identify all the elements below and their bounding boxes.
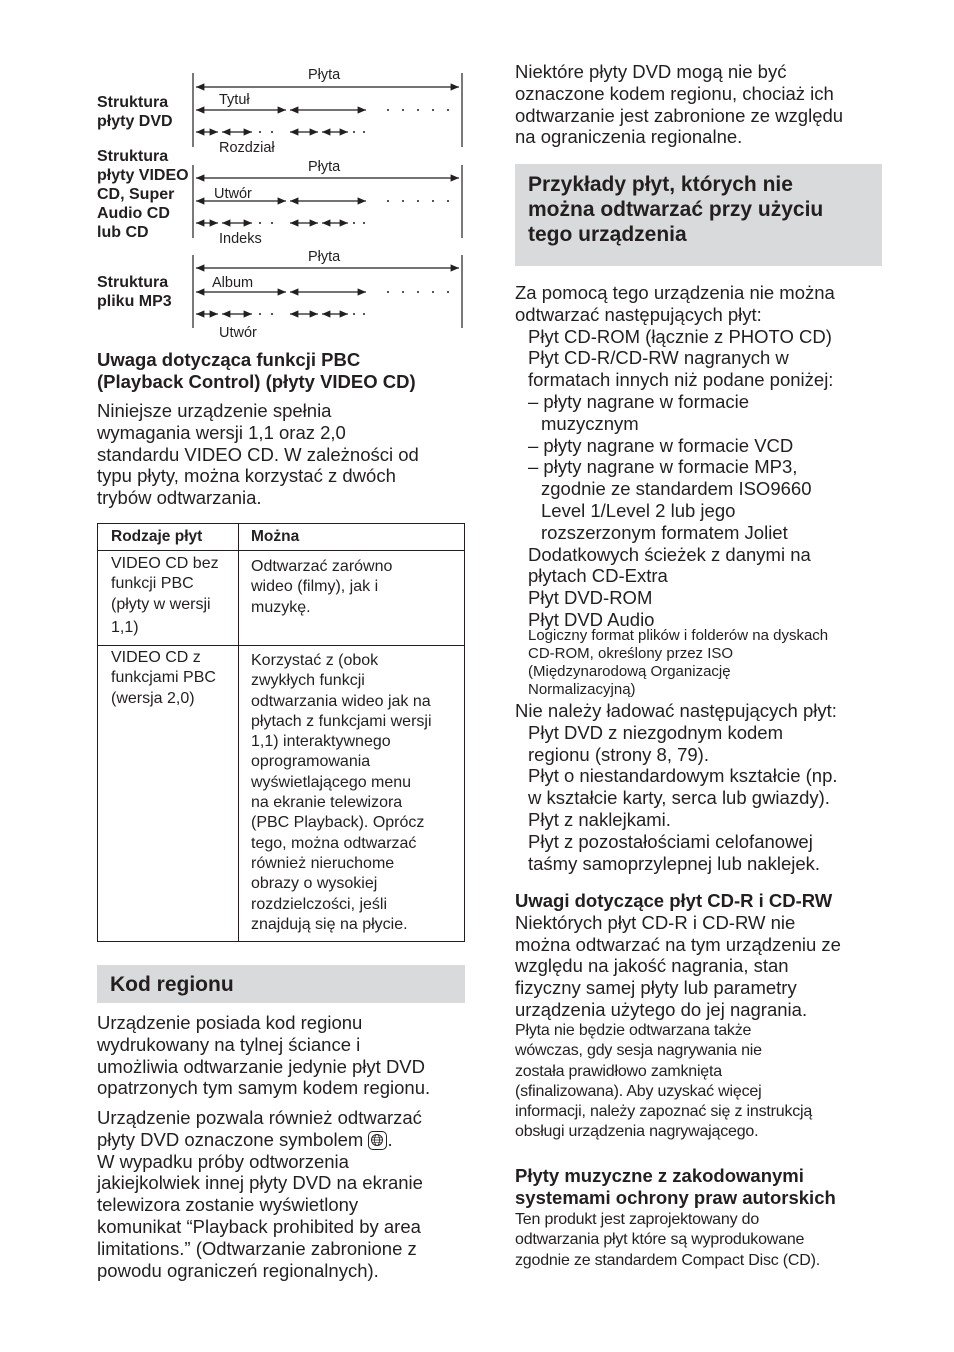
text-line: opatrzonych tym samym kodem regionu.: [97, 1077, 431, 1099]
table-divider: [98, 550, 464, 551]
text-line: obsługi urządzenia nagrywającego.: [515, 1123, 759, 1141]
table-divider: [98, 645, 464, 646]
list-item: Dodatkowych ścieżek z danymi na: [528, 543, 811, 565]
text-line: funkcjami PBC: [111, 669, 216, 687]
text-line: Odtwarzać zarówno: [251, 558, 393, 575]
diagram-disc-label-2: Płyta: [308, 159, 341, 175]
table-divider: [238, 524, 239, 941]
pbc-table: [97, 523, 465, 942]
examples-section-header: [515, 164, 882, 266]
text-line: systemami ochrony praw autorskich: [515, 1186, 836, 1208]
text-line: obrazy o wysokiej: [251, 875, 378, 893]
list-item: regionu (strony 8, 79).: [528, 743, 709, 765]
text-line: odtwarzać następujących płyt:: [515, 303, 762, 325]
text-line: Korzystać z (obok: [251, 652, 379, 669]
text-line: Urządzenie pozwala również odtwarzać: [97, 1107, 422, 1128]
diagram-label-dvd: Struktura płyty DVD: [97, 94, 173, 130]
text-line: informacji, należy zapoznać się z instrukcją: [515, 1103, 813, 1121]
text-line: wówczas, gdy sesja nagrywania nie: [515, 1042, 762, 1060]
region-section-header: [97, 965, 465, 1003]
table-row-2-type: [111, 648, 236, 709]
text-line: płytach z funkcjami wersji: [251, 712, 432, 730]
list-item: zgodnie ze standardem ISO9660: [541, 478, 812, 500]
list-item: – płyty nagrane w formacie MP3,: [528, 456, 798, 478]
region-para-1: [97, 1012, 469, 1099]
text-line: odtwarzania wideo jak na: [251, 692, 431, 710]
text-line: Niektóre płyty DVD mogą nie być: [515, 61, 787, 82]
diagram-album-label: Album: [212, 275, 254, 291]
text-line-with-icon: [97, 1129, 469, 1151]
list-item: Płyt DVD Audio: [528, 608, 655, 630]
pbc-heading-line: (Playback Control) (płyty VIDEO CD): [97, 370, 416, 392]
region-title: Kod regionu: [110, 973, 234, 996]
text-line: tego, można odtwarzać: [251, 834, 417, 852]
text-line: można odtwarzać na tym urządzeniu ze: [515, 933, 841, 955]
text-line: na ograniczenia regionalne.: [515, 126, 743, 148]
diagram-label-mp3: Struktura pliku MP3: [97, 274, 172, 310]
list-item: formatach innych niż podane poniżej:: [528, 369, 834, 391]
text-line: zwykłych funkcji: [251, 672, 365, 690]
cannot-play-list: [515, 282, 887, 631]
text-line: funkcji PBC: [111, 575, 194, 593]
pbc-heading: [97, 349, 465, 392]
list-item: Płyt DVD z niezgodnym kodem: [528, 721, 783, 743]
text-line: fizyczny samej płyty lub parametry: [515, 977, 797, 999]
diagram-title-label: Tytuł: [219, 92, 250, 108]
text-line: standardu VIDEO CD. W zależności od: [97, 443, 419, 465]
copy-protection-body: [515, 1210, 887, 1271]
cdr-section: [515, 890, 887, 1021]
text-line: odtwarzania płyt które są wyprodukowane: [515, 1231, 805, 1249]
text-line: Płyta nie będzie odtwarzana także: [515, 1022, 752, 1039]
text-line: urządzenia użytego do jej nagrania.: [515, 998, 808, 1020]
text-line: tego urządzenia: [528, 223, 687, 246]
pbc-body: [97, 400, 465, 509]
list-item: Płyt CD-R/CD-RW nagranych w: [528, 347, 789, 369]
text-line: Logiczny format plików i folderów na dyskach: [528, 627, 829, 644]
cdr-note: [515, 1021, 887, 1143]
text-line: również nieruchome: [251, 854, 395, 872]
table-header-disc-type: Rodzaje płyt: [111, 528, 203, 545]
table-header-can: Można: [251, 528, 300, 545]
text-line: umożliwia odtwarzanie jedynie płyt DVD: [97, 1055, 426, 1077]
text-line: 1,1): [111, 618, 139, 636]
region-all-icon: [368, 1131, 387, 1150]
text-line: wideo (filmy), jak i: [251, 578, 379, 596]
text-line: zgodnie ze standardem Compact Disc (CD).: [515, 1251, 821, 1269]
text-line: (sfinalizowana). Aby uzyskać więcej: [515, 1082, 762, 1100]
text-line: (płyty w wersji: [111, 595, 211, 613]
text-line: Ten produkt jest zaprojektowany do: [515, 1211, 760, 1228]
list-item: muzycznym: [541, 412, 639, 434]
copy-protection-title: [515, 1165, 887, 1208]
diagram-track-label: Utwór: [214, 186, 252, 202]
list-item: – płyty nagrane w formacie VCD: [528, 434, 794, 456]
text-line: telewizora zostanie wyświetlony: [97, 1194, 359, 1216]
iso-note: [515, 627, 900, 699]
text-line: rozdzielczości, jeśli: [251, 895, 388, 913]
list-item: – płyty nagrane w formacie: [528, 390, 750, 412]
list-item: Płyt DVD-ROM: [528, 587, 653, 609]
text-line: wyświetlającego menu: [251, 773, 412, 791]
text-line: względu na jakość nagrania, stan: [515, 955, 789, 977]
list-item: Płyt z pozostałościami celofanowej: [528, 830, 813, 852]
text-line: VIDEO CD bez: [111, 555, 219, 572]
examples-title: [528, 172, 873, 247]
text-line: wymagania wersji 1,1 oraz 2,0: [97, 421, 346, 443]
text-line: W wypadku próby odtworzenia: [97, 1150, 349, 1172]
text-line: Niektórych płyt CD-R i CD-RW nie: [515, 911, 796, 933]
text-line: oznaczone kodem regionu, chociaż ich: [515, 82, 834, 104]
list-item: Płyt z naklejkami.: [528, 808, 671, 830]
list-item: taśmy samoprzylepnej lub naklejek.: [528, 852, 821, 874]
text-line: Normalizacyjną): [528, 681, 636, 698]
text-line: limitations.” (Odtwarzanie zabronione z: [97, 1237, 417, 1259]
region-intro: [515, 61, 887, 148]
text-line: odtwarzanie jest zabronione ze względu: [515, 104, 844, 126]
text-line: znajdują się na płycie.: [251, 915, 408, 933]
diagram-chapter-label: Rozdział: [219, 140, 275, 156]
text-line: Płyty muzyczne z zakodowanymi: [515, 1165, 804, 1186]
table-row-1-can: [251, 557, 463, 618]
list-item: Płyt CD-ROM (łącznie z PHOTO CD): [528, 325, 832, 347]
list-item: w kształcie karty, serca lub gwiazdy).: [528, 787, 830, 809]
text-line: muzykę.: [251, 598, 311, 616]
text-fragment: płyty DVD oznaczone symbolem: [97, 1128, 364, 1150]
diagram-disc-label-1: Płyta: [308, 67, 341, 83]
text-line: Za pomocą tego urządzenia nie można: [515, 282, 835, 303]
do-not-load-list: [515, 700, 887, 874]
table-row-1-type: [111, 554, 236, 638]
text-line: CD-ROM, określony przez ISO: [528, 645, 734, 662]
text-line: wydrukowany na tylnej ściance i: [97, 1033, 361, 1055]
text-line: Urządzenie posiada kod regionu: [97, 1012, 363, 1033]
text-line: (PBC Playback). Oprócz: [251, 814, 425, 832]
text-line: powodu ograniczeń regionalnych).: [97, 1259, 379, 1281]
text-line: została prawidłowo zamknięta: [515, 1062, 722, 1080]
text-line: 1,1) interaktywnego: [251, 733, 391, 751]
text-line: VIDEO CD z: [111, 649, 201, 666]
diagram-index-label: Indeks: [219, 231, 262, 247]
pbc-heading-line: Uwaga dotycząca funkcji PBC: [97, 349, 361, 370]
region-para-2: [97, 1107, 469, 1281]
list-item: rozszerzonym formatem Joliet: [541, 521, 788, 543]
text-line: trybów odtwarzania.: [97, 487, 262, 509]
diagram-mp3-track-label: Utwór: [219, 325, 257, 341]
text-line: Przykłady płyt, których nie: [528, 173, 793, 196]
text-line: (Międzynarodową Organizację: [528, 663, 731, 680]
text-line: Nie należy ładować następujących płyt:: [515, 700, 837, 721]
text-line: komunikat “Playback prohibited by area: [97, 1215, 421, 1237]
text-line: jakiejkolwiek innej płyty DVD na ekranie: [97, 1172, 423, 1194]
diagram-disc-label-3: Płyta: [308, 249, 341, 265]
text-fragment: .: [387, 1128, 393, 1150]
diagram-label-vcd: Struktura płyty VIDEO CD, Super Audio CD lub CD: [97, 148, 189, 241]
list-item: Płyt o niestandardowym kształcie (np.: [528, 765, 838, 787]
text-line: na ekranie telewizora: [251, 794, 403, 812]
list-item: płytach CD-Extra: [528, 565, 668, 587]
text-line: Niniejsze urządzenie spełnia: [97, 400, 332, 421]
list-item: Level 1/Level 2 lub jego: [541, 499, 736, 521]
table-row-2-can: [251, 651, 463, 935]
text-line: typu płyty, można korzystać z dwóch: [97, 465, 396, 487]
text-line: (wersja 2,0): [111, 689, 195, 707]
text-line: oprogramowania: [251, 753, 371, 771]
text-line: można odtwarzać przy użyciu: [528, 198, 824, 221]
cdr-title: Uwagi dotyczące płyt CD-R i CD-RW: [515, 890, 833, 911]
